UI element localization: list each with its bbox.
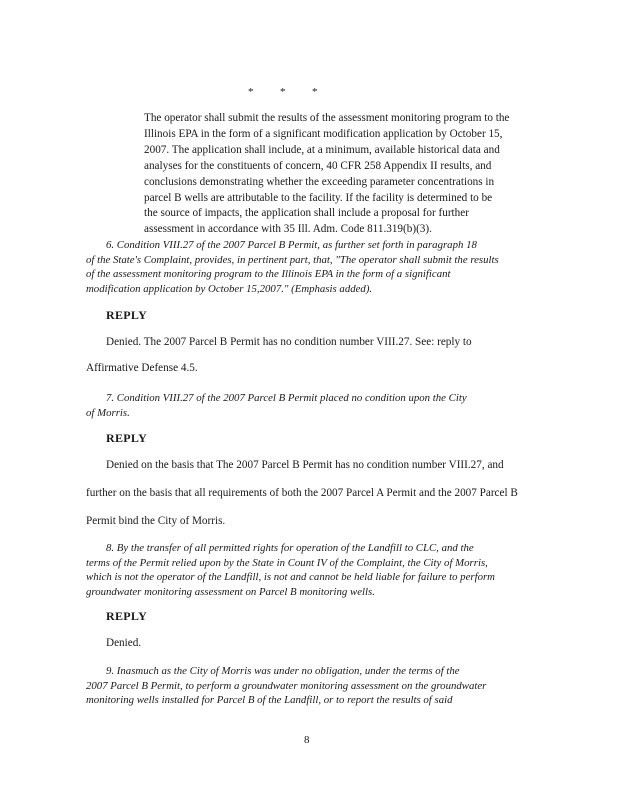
asterisk: * — [312, 86, 318, 98]
paragraph-line: of Morris. — [86, 406, 130, 419]
quote-line: parcel B wells are attributable to the facility. If the facility is determined to be — [144, 191, 493, 204]
paragraph-line: modification application by October 15,2007." (Emphasis added). — [86, 282, 373, 295]
asterisk: * — [280, 86, 286, 98]
page-number: 8 — [304, 734, 310, 746]
paragraph-8 — [86, 541, 546, 599]
paragraph-line: terms of the Permit relied upon by the State in Count IV of the Complaint, the City of Morris, — [86, 556, 488, 569]
asterisk: * — [248, 86, 254, 98]
quote-line: 2007. The application shall include, at a minimum, available historical data and — [144, 143, 500, 156]
paragraph-line: groundwater monitoring assessment on Parcel B monitoring wells. — [86, 585, 375, 598]
reply-line: Permit bind the City of Morris. — [86, 515, 226, 527]
reply-heading: REPLY — [106, 431, 148, 445]
reply-line: Denied. — [106, 637, 142, 649]
quote-line: assessment in accordance with 35 Ill. Adm. Code 811.319(b)(3). — [144, 223, 432, 236]
paragraph-line: of the State's Complaint, provides, in pertinent part, that, "The operator shall submit the results — [86, 253, 499, 266]
quote-line: analyses for the constituents of concern, 40 CFR 258 Appendix II results, and — [144, 159, 492, 172]
paragraph-line: 2007 Parcel B Permit, to perform a groundwater monitoring assessment on the groundwater — [86, 679, 487, 692]
reply-line: Denied on the basis that The 2007 Parcel B Permit has no condition number VIII.27, and — [106, 459, 504, 471]
quote-line: Illinois EPA in the form of a significant modification application by October 15, — [144, 127, 503, 140]
paragraph-line: 9. Inasmuch as the City of Morris was under no obligation, under the terms of the — [106, 665, 460, 677]
reply-line: Affirmative Defense 4.5. — [86, 362, 198, 374]
reply-heading: REPLY — [106, 308, 148, 322]
section-break-asterisks — [248, 86, 344, 98]
paragraph-line: of the assessment monitoring program to the Illinois EPA in the form of a significant — [86, 268, 451, 281]
reply-line: further on the basis that all requirements of both the 2007 Parcel A Permit and the 2007 Parcel B — [86, 487, 518, 499]
paragraph-line: which is not the operator of the Landfill, is not and cannot be held liable for failure to perform — [86, 571, 495, 584]
block-quote — [144, 111, 526, 238]
paragraph-line: 7. Condition VIII.27 of the 2007 Parcel B Permit placed no condition upon the City — [106, 392, 467, 404]
paragraph-7 — [86, 391, 546, 420]
paragraph-6 — [86, 238, 546, 296]
paragraph-line: 8. By the transfer of all permitted rights for operation of the Landfill to CLC, and the — [106, 542, 474, 554]
reply-heading: REPLY — [106, 609, 148, 623]
quote-line: the source of impacts, the application shall include a proposal for further — [144, 207, 469, 220]
reply-line: Denied. The 2007 Parcel B Permit has no condition number VIII.27. See: reply to — [106, 336, 472, 348]
paragraph-line: monitoring wells installed for Parcel B of the Landfill, or to report the results of said — [86, 694, 453, 707]
quote-line: conclusions demonstrating whether the exceeding parameter concentrations in — [144, 175, 495, 188]
paragraph-line: 6. Condition VIII.27 of the 2007 Parcel B Permit, as further set forth in paragraph 18 — [106, 239, 477, 251]
quote-line: The operator shall submit the results of the assessment monitoring program to the — [144, 112, 510, 124]
paragraph-9 — [86, 664, 546, 708]
